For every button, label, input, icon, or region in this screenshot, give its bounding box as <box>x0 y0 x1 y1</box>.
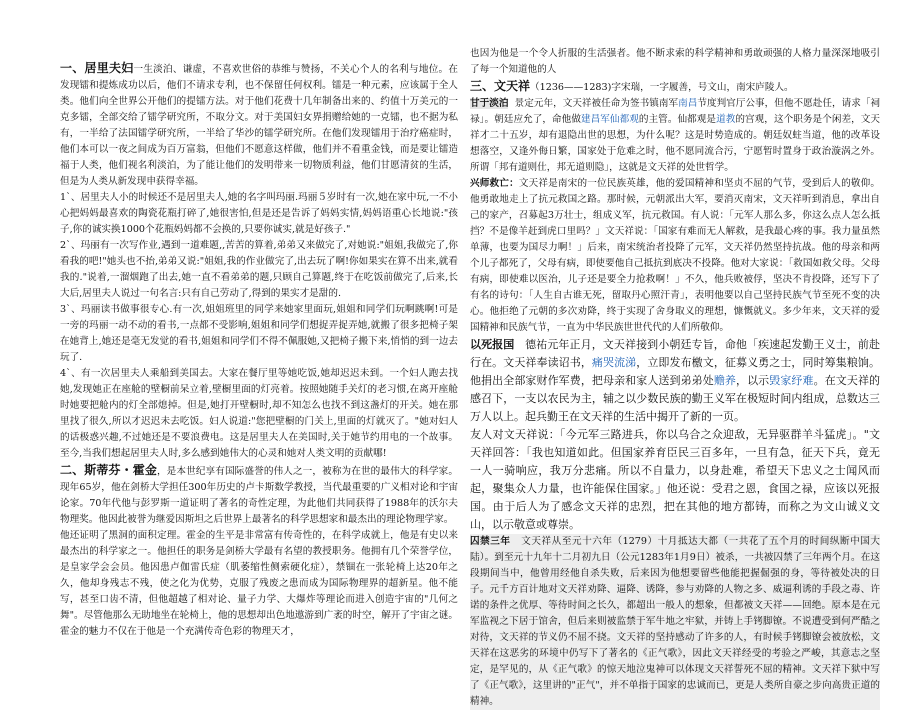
subsection-yisi-baoguo <box>470 336 880 426</box>
section-heading-curie: 一、居里夫妇 <box>60 61 134 75</box>
subsection-ganyu-danbo <box>470 96 880 176</box>
subheading-qiujin-sannian: 囚禁三年 <box>470 536 511 547</box>
subsection-xingshi-jiuwang <box>470 176 880 336</box>
highlighted-term[interactable]: 建昌军仙都观 <box>580 114 639 125</box>
section-wentianxiang-intro <box>470 78 880 96</box>
highlighted-term[interactable]: 毁家纾难 <box>769 374 814 387</box>
curie-story-2: 2`、玛丽有一次写作业,遇到一道难题,,苦苦的算着,弟弟又来做完了,对她说:"姐姐,我做完了,你看我的吧!"她头也不抬,弟弟又说:"姐姐,我的作业做完了,出去玩了啊!你如果实在算不出来,就看我的."说着,一溜烟跑了出去,她一直不看弟弟的题,只顾自己算题,终于在吃饭前做完了,后来,长大后,居里夫人说过一句名言:只有自己劳动了,得到的果实才是甜的. <box>60 240 458 299</box>
subheading-ganyu-danbo: 甘于淡泊 <box>470 98 509 109</box>
section-heading-hawking: 二、斯蒂芬・霍金 <box>60 463 157 477</box>
wentianxiang-bio: （1236——1283)字宋瑞，一字履善，号文山，南宋庐陵人。 <box>530 82 794 93</box>
curie-story-1: 1`、居里夫人小的时候还不是居里夫人,她的名字叫玛丽.玛丽５岁时有一次,她在家中玩,一不小心把妈妈最喜欢的陶瓷花瓶打碎了,她很害怕,但是还是告诉了妈妈实情,妈妈语重心长地说:"孩子,你的诚实换1000个花瓶妈妈都不会换的,只要你诚实,就是好孩子." <box>60 192 458 235</box>
left-column <box>60 60 458 640</box>
highlighted-term[interactable]: 道教 <box>716 114 736 125</box>
hawking-paragraph-2: 他还证明了黑洞的面积定理。霍金的生平是非常富有传奇性的，在科学成就上，他是有史以来最杰出的科学家之一。他担任的职务是剑桥大学最有名望的教授职务。他拥有几个荣誉学位，是皇家学会会员。他因患卢伽雷氏症（肌萎缩性侧索硬化症），禁锢在一张轮椅上达20年之久，他却身残志不残，使之化为优势，克服了残废之患而成为国际物理界的超新星。他不能写，甚至口齿不清，但他超越了相对论、量子力学、大爆炸等理论而进入创造宇宙的"几何之舞"。尽管他那么无助地坐在轮椅上，他的思想却出色地遨游到广袤的时空，解开了宇宙之谜。霍金的魅力不仅在于他是一个充满传奇色彩的物理天才， <box>60 530 458 637</box>
highlighted-term[interactable]: 南昌 <box>678 98 698 109</box>
curie-paragraph-1: 一生淡泊、谦虚，不喜欢世俗的恭维与赞扬，不关心个人的名利与地位。在发现镭和提炼成功以后，他们不请求专利，也不保留任何权利。镭是一种元素，应该属于全人类。他们向全世界公开他们的提镭方法。对于他们花费十几年制备出来的、约值十万美元的一克多镭，全部交给了镭学研究所，不取分文。对于美国妇女界捐赠给她的一克镭，也不据为私有，一半给了法国镭学研究所，一半给了华沙的镭学研究所。在他们发现镭用于治疗癌症时，他们本可以一夜之间成为百万富翁，但他们不愿意这样做，他们并不看重金钱，而是要让镭造福于人类，他们视名利淡泊，为了能让他们的发明带来一切物质利益，他们甘愿清贫的生活，但是为人类从新发现申获得幸福。 <box>60 64 458 187</box>
curie-story-3: 3`、玛丽读书做事很专心.有一次,姐姐班里的同学来她家里面玩,姐姐和同学们玩啊跳啊!可是一旁的玛丽一动不动的看书,一点都不受影响,姐姐和同学们想捉弄捉弄她,就搬了很多把椅子架在她背上,她还是毫无发觉的看书,姐姐和同学们不得不佩服她,又把椅子搬下来,悄悄的到一边去玩了. <box>60 304 458 363</box>
highlighted-term[interactable]: 赡养 <box>713 374 737 387</box>
subheading-xingshi-jiuwang: 兴师救亡： <box>470 178 519 189</box>
right-column <box>470 46 880 710</box>
subsection-qiujin-sannian <box>470 534 880 710</box>
xingshi-jiuwang-text: 文天祥是南宋的一位民族英雄，他的爱国精神和坚贞不屈的气节，受到后人的敬仰。他勇敢地走上了抗元救国之路。那时候，元朝派出大军，要消灭南宋，文天祥听到消息，拿出自己的家产，召募起3万壮士，组成义军，抗元救国。有人说：「元军人那么多，你这么点人怎么抵挡？不是像羊赶到虎口里吗？」文天祥说：「国家有难而无人解救，是我最心疼的事。我力量虽然单薄，也要为国尽力啊！」后来，南宋统治者投降了元军，文天祥仍然坚持抗战。他的母亲和两个儿子都死了，父母有病，即使要他自己抵抗到底决不投降。他对大家说：「救国如救父母。父母有病，即使难以医治，儿子还是要全力抢救啊！」不久，他兵败被俘，坚决不肯投降，还写下了有名的诗句：「人生自古谁无死，留取丹心照汗青」，表明他要以自己坚持民族气节至死不变的决心。他拒绝了元朝的多次劝降，终于实现了舍身取义的理想，慷慨就义。多少年来，文天祥的爱国精神和民族气节，一直为中华民族世世代代的人们所敬仰。 <box>470 178 881 333</box>
hawking-paragraph-1: ，是本世纪享有国际盛誉的伟人之一，被称为在世的最伟大的科学家。现年65岁，他在剑桥大学担任300年历史的卢卡斯数学教授，当代最重要的广义相对论和宇宙论家。70年代他与彭罗斯一道证明了著名的奇性定理，为此他们共同获得了1988年的沃尔夫物理奖。他因此被誉为继爱因斯坦之后世界上最著名的科学思想家和最杰出的理论物理学家。 <box>60 466 458 525</box>
section-heading-wentianxiang: 三、文天祥 <box>470 79 531 93</box>
hawking-paragraph-continued: 也因为他是一个令人折服的生活强者。他不断求索的科学精神和勇敢顽强的人格力量深深地吸引了每一个知道他的人 <box>470 48 880 75</box>
highlighted-term[interactable]: 痛哭流涕 <box>591 356 637 369</box>
qiujin-sannian-text: 文天祥从至元十六年（1279）十月抵达大都（一共花了五个月的时间纵断中国大陆）。到至元十九年十二月初九日（公元1283年1月9日）被杀，一共被囚禁了三年两个月。在这段期间当中，他曾用经他自杀失败，后来因为他想要留些他能把握倔强的身，等待被处决的日子。元千方百计地对文天祥劝降、逼降、诱降，参与劝降的人物之多、威逼利诱的手段之毒、许诺的条件之优厚、等待时间之长久，都超出一般人的想象，但都被文天祥——回绝。原本是在元军监视之下居于馆舍，但后来则被监禁于军牛地之牢狱，并铸上手铐脚镣。不说遭受到何严酷之对待，文天祥的节义仍不屈不挠。文天祥的坚持感动了许多的人，有时候手铐脚镣会被放松，文天祥在这恶劣的环境中仍写下了著名的《正气歌》，因此文天祥经受的考验之严峻，其意志之坚定，是罕见的，从《正气歌》的惊天地泣鬼神可以体现文天祥誓死不屈的精神。文天祥下狱中写了《正气歌》，这里讲的"正气"，并不单指于国家的忠诚而已，更是人类所自豪之步向高贵正道的精神。 <box>470 536 881 707</box>
ganyu-danbo-text: 景定元年，文天祥被任命为签书镇南军南昌节度判官厅公事，但他不愿赴任，请求「祠禄」。朝廷应允了，命他做建昌军仙都观的主管。仙都观是道教的宫观，这个职务是个闲差，文天祥才二十五岁，却有退隐出世的思想，为什么呢？这是时势造成的。朝廷奴蛀当道，他的改革设想落空，又逢外侮日繁，国家处于危难之时，他不愿同流合污，宁愿暂时置身于政治漩涡之外。所谓「邦有道则仕，邦无道则隐」，这就是文天祥的处世哲学。 <box>470 98 881 173</box>
section-hawking-intro <box>60 462 458 528</box>
yisi-baoguo-paragraph-2: 友人对文天祥说：「今元军三路进兵，你以乌合之众迎敌，无异驱群羊斗猛虎」。"文天祥回答：「我也知道如此。但国家养育臣民三百多年，一旦有急，征天下兵，竟无一人一骑响应，我万分悲痛。所以不自量力，以身赴难，希望天下忠义之士闻风而起，聚集众人力量，也许能保住国家。」他还说：受君之恩，食国之禄，应该以死报国。由于后人为了感念文天祥的忠烈，把在其他的地方都铸，而称之为文山诚义文山，以示敬意或尊崇。 <box>470 428 880 531</box>
yisi-baoguo-text: 德祐元年正月，文天祥接到小朝廷专旨，命他「疾速起发勤王义士，前赴行在。文天祥奉读诏书，痛哭流涕，立即发布檄文，征募义勇之士，同时筹集粮饷。他捐出全部家财作军费，把母亲和家人送到弟弟处赡养，以示毁家纾难。在文天祥的感召下，一支以农民为主，辅之以少数民族的勤王义军在极短时间内组成，总数达三万人以上。起兵勤王在文天祥的生活中揭开了新的一页。 <box>470 338 881 423</box>
section-curie-intro <box>60 60 458 190</box>
subheading-yisi-baoguo: 以死报国 <box>470 338 515 351</box>
curie-story-4: 4`、有一次居里夫人乘船到美国去。大家在餐厅里等她吃饭,她却迟迟未到。一个妇人跑去找她,发现她正在座舱的壁橱前呆立着,壁橱里面的灯亮着。按照她随手关灯的老习惯,在离开座舱时她要把舱内的灯全部熄掉。但是,她打开壁橱时,却不知怎么也找不到这盏灯的开关。她在那里找了很久,所以才迟迟未去吃饭。妇人说道:"您把壁橱的门关上,里面的灯就灭了。"她对妇人的话极惑兴趣,不过她还是不要浪费电。这是居里夫人在美国时,关于她节约用电的一个故事。至今,当我们想起居里夫人时,多么感到她伟大的心灵和她对人类文明的贡献哪! <box>60 368 458 459</box>
